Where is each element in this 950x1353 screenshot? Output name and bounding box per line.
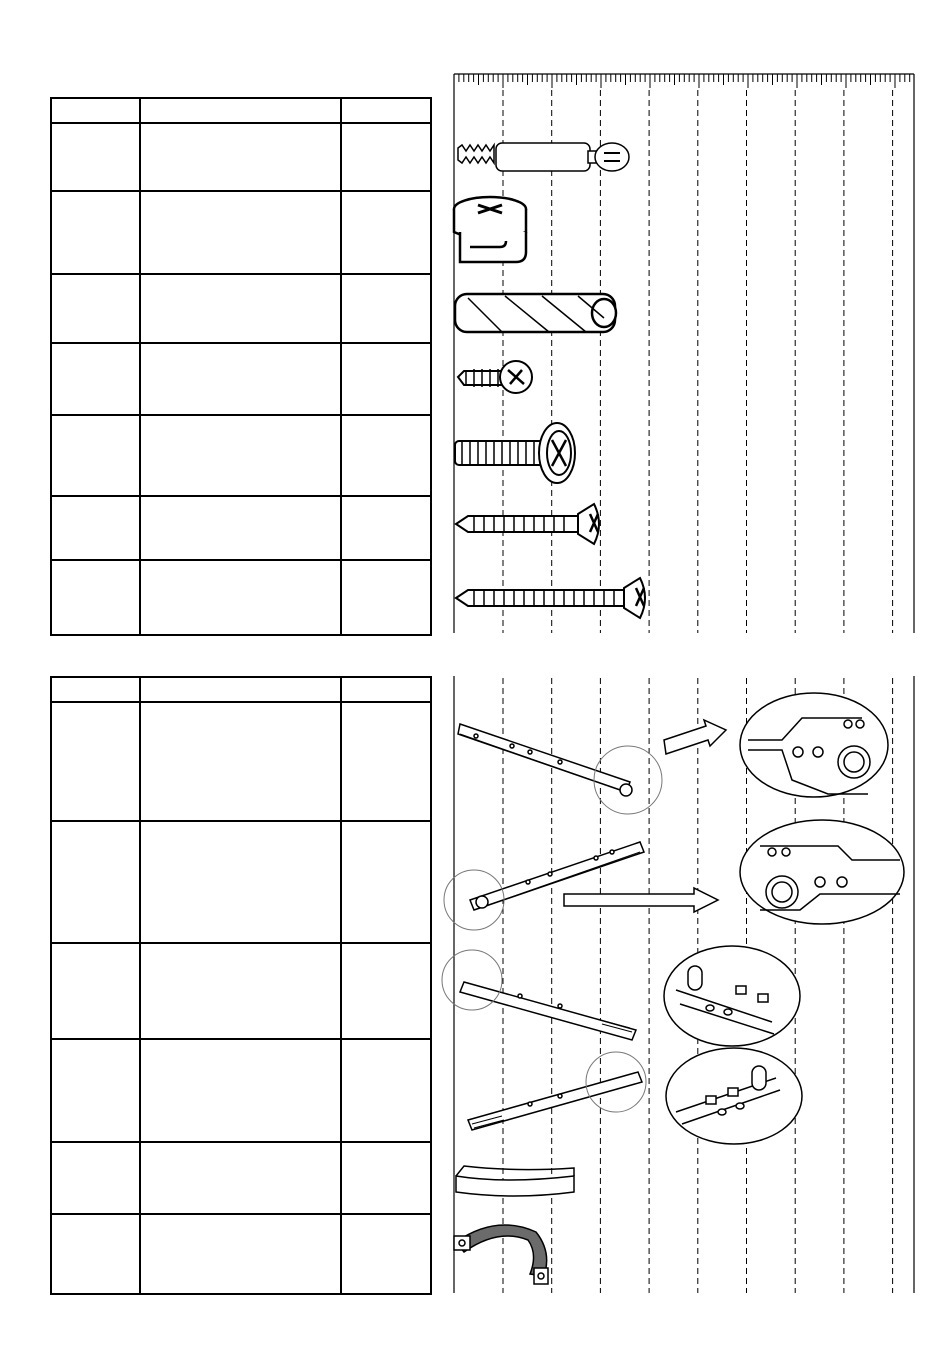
- cell-code: [51, 343, 140, 415]
- table-row: [51, 496, 431, 560]
- table-row: [51, 343, 431, 415]
- cam-lock-icon: [454, 197, 526, 262]
- cell-code: [51, 274, 140, 343]
- top-parts-panel: [440, 60, 930, 640]
- table-header-row: [51, 98, 431, 123]
- table-row: [51, 191, 431, 274]
- table-row: [51, 415, 431, 496]
- anti-tip-strap-icon: [454, 1225, 548, 1284]
- table-row: [51, 943, 431, 1039]
- ruler-ticks: [454, 74, 910, 88]
- long-wood-screw-icon: [456, 578, 645, 618]
- cell-description: [140, 821, 341, 943]
- plastic-profile-icon: [456, 1166, 574, 1196]
- bottom-parts-panel: [440, 665, 930, 1300]
- cell-quantity: [341, 821, 431, 943]
- cell-quantity: [341, 415, 431, 496]
- table-row: [51, 821, 431, 943]
- table-row: [51, 702, 431, 821]
- table-header-row: [51, 677, 431, 702]
- table-row: [51, 560, 431, 635]
- header-code: [51, 677, 140, 702]
- header-description: [140, 98, 341, 123]
- rail-detail-zoom-1: [664, 946, 800, 1046]
- cell-code: [51, 1039, 140, 1142]
- cell-description: [140, 191, 341, 274]
- cell-quantity: [341, 343, 431, 415]
- cell-description: [140, 943, 341, 1039]
- table-row: [51, 274, 431, 343]
- table-row: [51, 1214, 431, 1294]
- machine-screw-icon: [455, 423, 575, 483]
- cell-quantity: [341, 560, 431, 635]
- table-row: [51, 123, 431, 191]
- cell-quantity: [341, 1142, 431, 1214]
- detail-arrow-icon: [564, 888, 718, 912]
- cabinet-rail-left-icon: [442, 950, 636, 1040]
- cell-description: [140, 343, 341, 415]
- header-description: [140, 677, 341, 702]
- cell-description: [140, 702, 341, 821]
- table-row: [51, 1039, 431, 1142]
- cell-description: [140, 415, 341, 496]
- cell-quantity: [341, 496, 431, 560]
- hardware-table-top: [50, 97, 432, 636]
- wooden-dowel-icon: [455, 294, 616, 332]
- cell-quantity: [341, 943, 431, 1039]
- hardware-table-bottom: [50, 676, 432, 1295]
- detail-arrow-icon: [664, 720, 726, 754]
- cell-code: [51, 821, 140, 943]
- cell-quantity: [341, 702, 431, 821]
- cell-description: [140, 1214, 341, 1294]
- header-quantity: [341, 98, 431, 123]
- cell-code: [51, 560, 140, 635]
- drawer-runner-right-icon: [444, 842, 644, 930]
- rail-detail-zoom-2: [666, 1048, 802, 1144]
- cell-code: [51, 191, 140, 274]
- wood-screw-icon: [456, 504, 599, 544]
- cam-bolt-icon: [458, 143, 629, 171]
- cell-quantity: [341, 1214, 431, 1294]
- cell-description: [140, 1142, 341, 1214]
- cell-code: [51, 123, 140, 191]
- runner-detail-zoom-1: [740, 693, 888, 797]
- cell-code: [51, 943, 140, 1039]
- header-quantity: [341, 677, 431, 702]
- cell-description: [140, 1039, 341, 1142]
- cell-quantity: [341, 123, 431, 191]
- header-code: [51, 98, 140, 123]
- cell-code: [51, 1142, 140, 1214]
- cabinet-rail-right-icon: [468, 1052, 646, 1130]
- cell-description: [140, 560, 341, 635]
- cell-code: [51, 702, 140, 821]
- cell-quantity: [341, 1039, 431, 1142]
- cell-quantity: [341, 191, 431, 274]
- cell-code: [51, 496, 140, 560]
- short-screw-icon: [458, 361, 532, 393]
- cell-code: [51, 415, 140, 496]
- cell-description: [140, 123, 341, 191]
- drawer-runner-left-icon: [458, 724, 662, 814]
- cell-description: [140, 496, 341, 560]
- runner-detail-zoom-2: [740, 820, 904, 924]
- cell-code: [51, 1214, 140, 1294]
- cell-quantity: [341, 274, 431, 343]
- cell-description: [140, 274, 341, 343]
- table-row: [51, 1142, 431, 1214]
